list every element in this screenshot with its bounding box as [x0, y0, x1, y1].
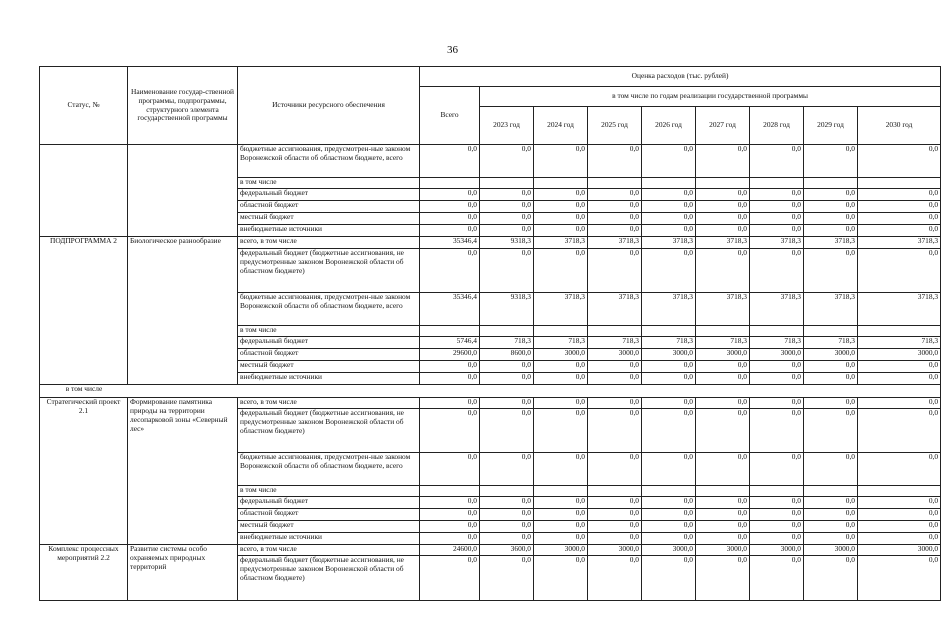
table-row	[40, 237, 941, 249]
year-value-cell: 0,0	[858, 373, 941, 385]
year-value-cell: 3000,0	[858, 349, 941, 361]
year-value-cell: 0,0	[696, 409, 750, 453]
year-value-cell: 718,3	[588, 337, 642, 349]
year-value-cell: 0,0	[750, 409, 804, 453]
source-cell: бюджетные ассигнования, предусмотрен-ные законом Воронежской области об областном бюджете, всего	[238, 145, 420, 178]
year-value-cell	[696, 486, 750, 497]
year-value-cell	[858, 326, 941, 337]
year-value-cell: 8600,0	[480, 349, 534, 361]
source-cell: бюджетные ассигнования, предусмотрен-ные законом Воронежской области об областном бюджете, всего	[238, 293, 420, 326]
source-cell: федеральный бюджет	[238, 337, 420, 349]
year-value-cell: 0,0	[750, 453, 804, 486]
year-value-cell: 0,0	[696, 201, 750, 213]
year-value-cell: 3000,0	[750, 545, 804, 556]
year-value-cell: 0,0	[588, 189, 642, 201]
year-value-cell: 0,0	[696, 225, 750, 237]
page-number: 36	[447, 44, 458, 56]
year-value-cell: 0,0	[804, 201, 858, 213]
year-value-cell: 0,0	[696, 453, 750, 486]
year-value-cell: 0,0	[750, 145, 804, 178]
total-value-cell: 0,0	[420, 225, 480, 237]
year-value-cell: 0,0	[534, 409, 588, 453]
year-value-cell: 0,0	[642, 521, 696, 533]
year-value-cell: 3000,0	[858, 545, 941, 556]
year-value-cell	[480, 326, 534, 337]
year-value-cell: 0,0	[534, 521, 588, 533]
year-value-cell: 0,0	[588, 497, 642, 509]
total-value-cell: 0,0	[420, 533, 480, 545]
year-value-cell: 0,0	[750, 556, 804, 601]
year-value-cell	[642, 178, 696, 189]
year-value-cell: 0,0	[804, 556, 858, 601]
year-value-cell: 0,0	[696, 213, 750, 225]
source-cell: в том числе	[238, 326, 420, 337]
year-value-cell: 0,0	[750, 225, 804, 237]
year-value-cell: 0,0	[480, 509, 534, 521]
year-value-cell: 0,0	[480, 201, 534, 213]
source-cell: федеральный бюджет (бюджетные ассигнования, не предусмотренные законом Воронежской области об областном бюджете)	[238, 556, 420, 601]
year-value-cell: 718,3	[534, 337, 588, 349]
total-value-cell: 0,0	[420, 145, 480, 178]
source-cell: всего, в том числе	[238, 398, 420, 409]
year-value-cell	[480, 486, 534, 497]
year-value-cell: 0,0	[588, 521, 642, 533]
year-value-cell: 0,0	[750, 509, 804, 521]
year-value-cell	[588, 486, 642, 497]
total-value-cell: 0,0	[420, 521, 480, 533]
year-value-cell: 3718,3	[534, 237, 588, 249]
year-value-cell: 0,0	[480, 533, 534, 545]
year-value-cell: 0,0	[588, 213, 642, 225]
year-value-cell: 0,0	[750, 361, 804, 373]
year-value-cell: 9318,3	[480, 237, 534, 249]
year-value-cell: 0,0	[534, 509, 588, 521]
total-value-cell: 35346,4	[420, 237, 480, 249]
source-cell: областной бюджет	[238, 201, 420, 213]
year-value-cell: 0,0	[480, 225, 534, 237]
total-value-cell: 0,0	[420, 249, 480, 293]
source-cell: местный бюджет	[238, 361, 420, 373]
total-value-cell: 0,0	[420, 189, 480, 201]
year-value-cell: 0,0	[588, 201, 642, 213]
year-value-cell: 0,0	[804, 398, 858, 409]
year-value-cell: 0,0	[642, 249, 696, 293]
total-value-cell: 0,0	[420, 361, 480, 373]
year-value-cell: 3000,0	[534, 349, 588, 361]
year-value-cell: 0,0	[858, 249, 941, 293]
year-value-cell: 0,0	[696, 189, 750, 201]
year-value-cell	[750, 326, 804, 337]
source-cell: внебюджетные источники	[238, 533, 420, 545]
year-value-cell: 0,0	[858, 509, 941, 521]
source-cell: областной бюджет	[238, 509, 420, 521]
year-value-cell: 0,0	[804, 373, 858, 385]
status-cell: ПОДПРОГРАММА 2	[40, 237, 128, 385]
header-year: 2030 год	[858, 107, 941, 145]
year-value-cell: 0,0	[642, 225, 696, 237]
table-row	[40, 545, 941, 556]
year-value-cell: 0,0	[858, 521, 941, 533]
year-value-cell: 0,0	[750, 213, 804, 225]
year-value-cell: 0,0	[588, 145, 642, 178]
year-value-cell	[858, 486, 941, 497]
year-value-cell: 0,0	[534, 453, 588, 486]
year-value-cell: 0,0	[696, 145, 750, 178]
year-value-cell	[696, 178, 750, 189]
status-cell	[40, 145, 128, 237]
year-value-cell: 0,0	[480, 497, 534, 509]
year-value-cell	[804, 326, 858, 337]
year-value-cell: 0,0	[804, 509, 858, 521]
year-value-cell: 0,0	[858, 145, 941, 178]
year-value-cell: 0,0	[750, 398, 804, 409]
year-value-cell: 0,0	[480, 145, 534, 178]
year-value-cell: 0,0	[750, 497, 804, 509]
total-value-cell	[420, 486, 480, 497]
year-value-cell: 0,0	[804, 521, 858, 533]
year-value-cell: 0,0	[696, 521, 750, 533]
year-value-cell: 0,0	[696, 373, 750, 385]
header-name: Наименование государ-ственной программы, подпрограммы, структурного элемента государственной программы	[128, 67, 238, 145]
header-year: 2026 год	[642, 107, 696, 145]
year-value-cell: 0,0	[480, 249, 534, 293]
year-value-cell: 718,3	[696, 337, 750, 349]
year-value-cell	[642, 326, 696, 337]
total-value-cell: 0,0	[420, 409, 480, 453]
year-value-cell: 0,0	[696, 497, 750, 509]
year-value-cell	[588, 326, 642, 337]
year-value-cell: 0,0	[858, 533, 941, 545]
year-value-cell: 0,0	[696, 533, 750, 545]
year-value-cell: 0,0	[804, 453, 858, 486]
header-year: 2025 год	[588, 107, 642, 145]
year-value-cell: 0,0	[534, 497, 588, 509]
source-cell: федеральный бюджет	[238, 189, 420, 201]
year-value-cell: 0,0	[858, 556, 941, 601]
year-value-cell: 3000,0	[804, 349, 858, 361]
year-value-cell: 0,0	[642, 189, 696, 201]
source-cell: федеральный бюджет	[238, 497, 420, 509]
year-value-cell: 3718,3	[696, 237, 750, 249]
program-name-cell: Биологическое разнообразие	[128, 237, 238, 385]
year-value-cell: 0,0	[804, 497, 858, 509]
year-value-cell: 0,0	[534, 556, 588, 601]
total-value-cell: 0,0	[420, 556, 480, 601]
year-value-cell: 0,0	[858, 497, 941, 509]
year-value-cell: 0,0	[858, 453, 941, 486]
year-value-cell: 0,0	[696, 361, 750, 373]
year-value-cell: 3000,0	[804, 545, 858, 556]
year-value-cell: 0,0	[534, 201, 588, 213]
year-value-cell: 0,0	[534, 533, 588, 545]
year-value-cell: 0,0	[750, 189, 804, 201]
year-value-cell: 0,0	[588, 225, 642, 237]
header-year: 2029 год	[804, 107, 858, 145]
year-value-cell	[588, 178, 642, 189]
header-year: 2028 год	[750, 107, 804, 145]
header-total: Всего	[420, 87, 480, 145]
year-value-cell: 3718,3	[750, 293, 804, 326]
year-value-cell: 0,0	[480, 361, 534, 373]
status-cell: Комплекс процессных мероприятий 2.2	[40, 545, 128, 601]
year-value-cell: 0,0	[642, 361, 696, 373]
year-value-cell: 0,0	[642, 409, 696, 453]
year-value-cell: 3718,3	[696, 293, 750, 326]
total-value-cell: 29600,0	[420, 349, 480, 361]
year-value-cell: 0,0	[804, 361, 858, 373]
year-value-cell: 0,0	[588, 398, 642, 409]
year-value-cell: 3718,3	[588, 237, 642, 249]
year-value-cell: 718,3	[642, 337, 696, 349]
year-value-cell: 0,0	[858, 213, 941, 225]
year-value-cell	[750, 486, 804, 497]
year-value-cell: 3000,0	[588, 349, 642, 361]
year-value-cell	[480, 178, 534, 189]
subsection-label: в том числе	[65, 384, 103, 393]
year-value-cell	[534, 486, 588, 497]
year-value-cell: 3718,3	[858, 293, 941, 326]
table-row	[40, 385, 941, 398]
year-value-cell	[804, 486, 858, 497]
year-value-cell: 3000,0	[696, 349, 750, 361]
year-value-cell: 0,0	[480, 373, 534, 385]
program-name-cell: Формирование памятника природы на территории лесопарковой зоны «Северный лес»	[128, 398, 238, 545]
year-value-cell: 0,0	[534, 398, 588, 409]
year-value-cell: 0,0	[588, 373, 642, 385]
year-value-cell: 0,0	[750, 521, 804, 533]
year-value-cell: 3718,3	[588, 293, 642, 326]
year-value-cell: 0,0	[750, 373, 804, 385]
year-value-cell: 0,0	[642, 453, 696, 486]
table-row	[40, 145, 941, 178]
year-value-cell: 0,0	[588, 556, 642, 601]
year-value-cell: 0,0	[480, 453, 534, 486]
year-value-cell	[858, 178, 941, 189]
source-cell: в том числе	[238, 178, 420, 189]
year-value-cell: 0,0	[480, 213, 534, 225]
total-value-cell: 0,0	[420, 373, 480, 385]
year-value-cell: 0,0	[480, 409, 534, 453]
year-value-cell: 3718,3	[858, 237, 941, 249]
year-value-cell: 0,0	[480, 556, 534, 601]
year-value-cell: 0,0	[480, 189, 534, 201]
year-value-cell: 0,0	[588, 453, 642, 486]
year-value-cell: 0,0	[804, 533, 858, 545]
source-cell: внебюджетные источники	[238, 373, 420, 385]
total-value-cell: 24600,0	[420, 545, 480, 556]
total-value-cell: 0,0	[420, 398, 480, 409]
source-cell: бюджетные ассигнования, предусмотрен-ные законом Воронежской области об областном бюджете, всего	[238, 453, 420, 486]
header-sources: Источники ресурсного обеспечения	[238, 67, 420, 145]
year-value-cell: 0,0	[642, 509, 696, 521]
total-value-cell: 5746,4	[420, 337, 480, 349]
header-estimate: Оценка расходов (тыс. рублей)	[420, 67, 941, 87]
year-value-cell: 0,0	[858, 225, 941, 237]
year-value-cell: 3000,0	[588, 545, 642, 556]
status-cell: Стратегический проект 2.1	[40, 398, 128, 545]
year-value-cell: 0,0	[588, 509, 642, 521]
source-cell: всего, в том числе	[238, 237, 420, 249]
total-value-cell	[420, 326, 480, 337]
source-cell: всего, в том числе	[238, 545, 420, 556]
year-value-cell: 0,0	[534, 249, 588, 293]
year-value-cell: 0,0	[534, 361, 588, 373]
year-value-cell: 0,0	[588, 533, 642, 545]
year-value-cell: 0,0	[642, 497, 696, 509]
year-value-cell: 0,0	[534, 373, 588, 385]
program-name-cell	[128, 145, 238, 237]
year-value-cell: 0,0	[750, 201, 804, 213]
header-year: 2024 год	[534, 107, 588, 145]
year-value-cell: 0,0	[642, 398, 696, 409]
year-value-cell: 0,0	[858, 201, 941, 213]
header-year: 2023 год	[480, 107, 534, 145]
year-value-cell: 3000,0	[642, 349, 696, 361]
year-value-cell: 0,0	[642, 213, 696, 225]
year-value-cell: 3718,3	[804, 293, 858, 326]
source-cell: областной бюджет	[238, 349, 420, 361]
year-value-cell: 0,0	[804, 409, 858, 453]
year-value-cell: 0,0	[588, 409, 642, 453]
year-value-cell: 0,0	[588, 361, 642, 373]
year-value-cell: 0,0	[588, 249, 642, 293]
year-value-cell	[696, 326, 750, 337]
year-value-cell: 0,0	[804, 213, 858, 225]
table-row	[40, 398, 941, 409]
year-value-cell: 3000,0	[534, 545, 588, 556]
total-value-cell	[420, 178, 480, 189]
year-value-cell: 3718,3	[534, 293, 588, 326]
year-value-cell: 0,0	[642, 533, 696, 545]
year-value-cell: 0,0	[534, 213, 588, 225]
year-value-cell: 718,3	[858, 337, 941, 349]
program-name-cell: Развитие системы особо охраняемых природных территорий	[128, 545, 238, 601]
year-value-cell: 0,0	[858, 409, 941, 453]
year-value-cell	[534, 178, 588, 189]
year-value-cell	[804, 178, 858, 189]
year-value-cell: 0,0	[858, 189, 941, 201]
year-value-cell: 0,0	[858, 361, 941, 373]
total-value-cell: 0,0	[420, 497, 480, 509]
budget-table	[39, 66, 941, 601]
total-value-cell: 0,0	[420, 213, 480, 225]
year-value-cell: 3718,3	[642, 293, 696, 326]
total-value-cell: 0,0	[420, 509, 480, 521]
source-cell: федеральный бюджет (бюджетные ассигнования, не предусмотренные законом Воронежской области об областном бюджете)	[238, 409, 420, 453]
year-value-cell: 0,0	[750, 533, 804, 545]
year-value-cell: 0,0	[480, 521, 534, 533]
year-value-cell: 3000,0	[750, 349, 804, 361]
year-value-cell: 3600,0	[480, 545, 534, 556]
year-value-cell: 3718,3	[642, 237, 696, 249]
source-cell: в том числе	[238, 486, 420, 497]
year-value-cell: 3718,3	[750, 237, 804, 249]
year-value-cell: 0,0	[804, 189, 858, 201]
year-value-cell: 718,3	[750, 337, 804, 349]
year-value-cell: 0,0	[696, 509, 750, 521]
year-value-cell: 0,0	[480, 398, 534, 409]
year-value-cell: 0,0	[642, 556, 696, 601]
source-cell: внебюджетные источники	[238, 225, 420, 237]
year-value-cell: 3000,0	[642, 545, 696, 556]
year-value-cell: 0,0	[642, 373, 696, 385]
header-by-years: в том числе по годам реализации государственной программы	[480, 87, 941, 107]
year-value-cell: 0,0	[858, 398, 941, 409]
year-value-cell: 0,0	[534, 225, 588, 237]
year-value-cell: 0,0	[804, 225, 858, 237]
year-value-cell: 0,0	[534, 145, 588, 178]
total-value-cell: 0,0	[420, 201, 480, 213]
year-value-cell: 0,0	[804, 145, 858, 178]
year-value-cell: 0,0	[804, 249, 858, 293]
source-cell: местный бюджет	[238, 521, 420, 533]
source-cell: местный бюджет	[238, 213, 420, 225]
header-status: Статус, №	[40, 67, 128, 145]
source-cell: федеральный бюджет (бюджетные ассигнования, не предусмотренные законом Воронежской области об областном бюджете)	[238, 249, 420, 293]
year-value-cell: 0,0	[642, 145, 696, 178]
year-value-cell: 3000,0	[696, 545, 750, 556]
year-value-cell: 0,0	[696, 556, 750, 601]
total-value-cell: 35346,4	[420, 293, 480, 326]
year-value-cell: 0,0	[642, 201, 696, 213]
year-value-cell	[642, 486, 696, 497]
year-value-cell: 0,0	[696, 398, 750, 409]
year-value-cell: 718,3	[480, 337, 534, 349]
header-year: 2027 год	[696, 107, 750, 145]
year-value-cell: 3718,3	[804, 237, 858, 249]
year-value-cell: 0,0	[750, 249, 804, 293]
year-value-cell: 0,0	[534, 189, 588, 201]
year-value-cell	[534, 326, 588, 337]
year-value-cell: 0,0	[696, 249, 750, 293]
total-value-cell: 0,0	[420, 453, 480, 486]
year-value-cell: 9318,3	[480, 293, 534, 326]
year-value-cell	[750, 178, 804, 189]
year-value-cell: 718,3	[804, 337, 858, 349]
